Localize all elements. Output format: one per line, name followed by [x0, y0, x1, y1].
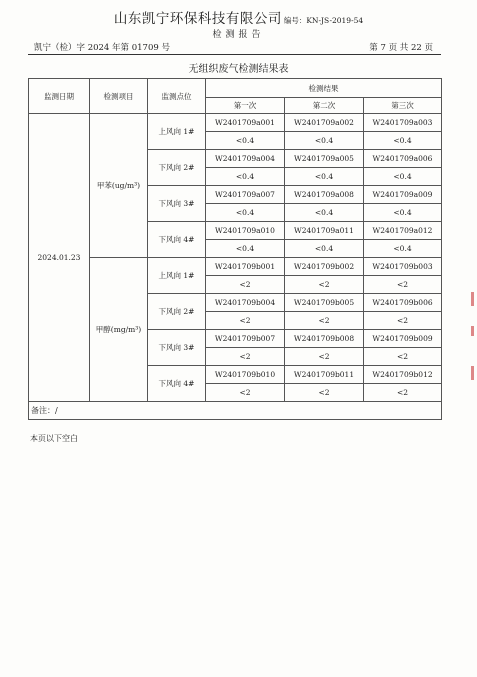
- sample-id-cell: W2401709a001: [206, 114, 285, 132]
- result-value-cell: <0.4: [364, 132, 442, 150]
- header-item: 检测项目: [90, 79, 148, 114]
- table-row: [29, 114, 442, 132]
- result-value-cell: <2: [206, 384, 285, 402]
- result-value-cell: <2: [206, 312, 285, 330]
- result-value-cell: <0.4: [364, 168, 442, 186]
- sample-id-cell: W2401709b010: [206, 366, 285, 384]
- sample-id-cell: W2401709a005: [285, 150, 364, 168]
- result-value-cell: <0.4: [285, 132, 364, 150]
- sample-id-cell: W2401709a003: [364, 114, 442, 132]
- result-value-cell: <0.4: [285, 204, 364, 222]
- monitor-point-cell: 下风向 4#: [148, 366, 206, 402]
- sample-id-cell: W2401709a008: [285, 186, 364, 204]
- header-third: 第三次: [364, 98, 442, 114]
- header-date: 监测日期: [29, 79, 90, 114]
- table-notes: 备注：/: [29, 402, 442, 420]
- monitor-point-cell: 下风向 3#: [148, 330, 206, 366]
- report-number: 凯宁（检）字 2024 年第 01709 号: [34, 43, 170, 53]
- result-value-cell: <2: [285, 348, 364, 366]
- result-value-cell: <0.4: [285, 168, 364, 186]
- sample-id-cell: W2401709a002: [285, 114, 364, 132]
- test-item-cell: 甲醇(mg/m³): [90, 258, 148, 402]
- sample-id-cell: W2401709a007: [206, 186, 285, 204]
- monitor-point-cell: 下风向 3#: [148, 186, 206, 222]
- monitor-date-cell: 2024.01.23: [29, 114, 90, 402]
- result-value-cell: <0.4: [285, 240, 364, 258]
- document-code: [284, 16, 363, 25]
- result-value-cell: <0.4: [364, 204, 442, 222]
- stamp-edge-mark: [471, 366, 474, 380]
- result-value-cell: <2: [206, 348, 285, 366]
- sample-id-cell: W2401709b011: [285, 366, 364, 384]
- report-subtitle: 检测报告: [212, 30, 265, 40]
- result-value-cell: <0.4: [206, 132, 285, 150]
- result-value-cell: <0.4: [364, 240, 442, 258]
- result-value-cell: <2: [285, 384, 364, 402]
- sample-id-cell: W2401709b004: [206, 294, 285, 312]
- sample-id-cell: W2401709b012: [364, 366, 442, 384]
- document-code-label: 编号：: [283, 16, 307, 25]
- sample-id-cell: W2401709b007: [206, 330, 285, 348]
- result-value-cell: <2: [206, 276, 285, 294]
- monitor-point-cell: 下风向 4#: [148, 222, 206, 258]
- result-value-cell: <2: [364, 348, 442, 366]
- sample-id-cell: W2401709a012: [364, 222, 442, 240]
- results-table: [28, 78, 442, 420]
- table-body: [29, 114, 442, 402]
- sample-id-cell: W2401709b009: [364, 330, 442, 348]
- monitor-point-cell: 下风向 2#: [148, 294, 206, 330]
- company-name-text: 山东凯宁环保科技有限公司: [113, 11, 282, 27]
- result-value-cell: <0.4: [206, 168, 285, 186]
- sample-id-cell: W2401709b003: [364, 258, 442, 276]
- sample-id-cell: W2401709b008: [285, 330, 364, 348]
- result-value-cell: <2: [285, 276, 364, 294]
- result-value-cell: <2: [364, 384, 442, 402]
- document-code-value: KN-JS-2019-54: [306, 16, 364, 25]
- result-value-cell: <2: [285, 312, 364, 330]
- result-value-cell: <0.4: [206, 204, 285, 222]
- header-first: 第一次: [206, 98, 285, 114]
- sample-id-cell: W2401709a009: [364, 186, 442, 204]
- test-item-cell: 甲苯(ug/m³): [90, 114, 148, 258]
- stamp-edge-mark: [471, 326, 474, 336]
- sample-id-cell: W2401709b005: [285, 294, 364, 312]
- monitor-point-cell: 上风向 1#: [148, 114, 206, 150]
- header-point: 监测点位: [148, 79, 206, 114]
- sample-id-cell: W2401709a010: [206, 222, 285, 240]
- stamp-edge-mark: [471, 292, 474, 306]
- sample-id-cell: W2401709a006: [364, 150, 442, 168]
- company-name: [0, 7, 477, 27]
- result-value-cell: <0.4: [206, 240, 285, 258]
- header-divider: [28, 54, 441, 55]
- header-results: 检测结果: [206, 79, 442, 98]
- table-title: 无组织废气检测结果表: [188, 64, 289, 75]
- header-second: 第二次: [285, 98, 364, 114]
- monitor-point-cell: 上风向 1#: [148, 258, 206, 294]
- blank-note: 本页以下空白: [30, 434, 78, 443]
- monitor-point-cell: 下风向 2#: [148, 150, 206, 186]
- sample-id-cell: W2401709a011: [285, 222, 364, 240]
- sample-id-cell: W2401709b006: [364, 294, 442, 312]
- page-number: 第 7 页 共 22 页: [369, 43, 433, 53]
- sample-id-cell: W2401709b002: [285, 258, 364, 276]
- sample-id-cell: W2401709b001: [206, 258, 285, 276]
- result-value-cell: <2: [364, 312, 442, 330]
- table-row: [29, 258, 442, 276]
- sample-id-cell: W2401709a004: [206, 150, 285, 168]
- result-value-cell: <2: [364, 276, 442, 294]
